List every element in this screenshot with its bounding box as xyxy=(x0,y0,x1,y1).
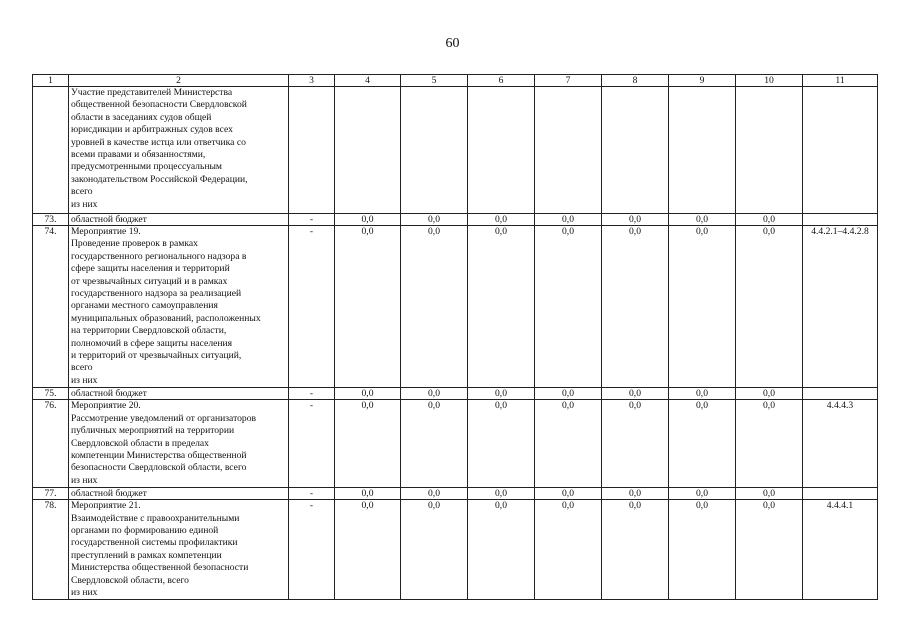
table-row xyxy=(33,388,878,400)
value-cell-col6 xyxy=(468,87,535,214)
description-line: и территорий от чрезвычайных ситуаций, xyxy=(71,350,242,362)
value-cell-col6: 0,0 xyxy=(468,388,535,400)
description-line: области в заседаниях судов общей xyxy=(71,111,212,123)
value-cell-col7: 0,0 xyxy=(535,400,602,488)
row-number: 73. xyxy=(33,214,69,226)
value-cell-col5 xyxy=(401,87,468,214)
value-cell-col10: 0,0 xyxy=(736,400,803,488)
value-cell-col7: 0,0 xyxy=(535,488,602,500)
row-description xyxy=(69,226,289,388)
value-cell-col10 xyxy=(736,87,803,214)
description-line: сфере защиты населения и территорий xyxy=(71,263,230,275)
value-cell-col5: 0,0 xyxy=(401,488,468,500)
value-cell-col5: 0,0 xyxy=(401,400,468,488)
value-cell-col9: 0,0 xyxy=(669,400,736,488)
target-indicator-cell xyxy=(803,388,878,400)
target-indicator-cell xyxy=(803,87,878,214)
column-header-3: 3 xyxy=(289,75,335,87)
column-header-6: 6 xyxy=(468,75,535,87)
value-cell-col10: 0,0 xyxy=(736,226,803,388)
description-line: Участие представителей Министерства xyxy=(71,87,233,98)
page-number: 60 xyxy=(445,36,460,51)
description-line: Мероприятие 21. xyxy=(71,500,141,512)
column-header-1: 1 xyxy=(33,75,69,87)
description-line: безопасности Свердловской области, всего xyxy=(71,462,247,474)
source-cell: - xyxy=(289,226,335,388)
value-cell-col5: 0,0 xyxy=(401,214,468,226)
description-line: Проведение проверок в рамках xyxy=(71,238,198,250)
description-line: органами местного самоуправления xyxy=(71,300,218,312)
column-header-4: 4 xyxy=(335,75,401,87)
description-line: преступлений в рамках компетенции xyxy=(71,549,222,561)
header-row xyxy=(33,75,878,87)
description-line: публичных мероприятий на территории xyxy=(71,425,235,437)
row-description xyxy=(69,87,289,214)
value-cell-col7: 0,0 xyxy=(535,226,602,388)
column-header-7: 7 xyxy=(535,75,602,87)
column-header-5: 5 xyxy=(401,75,468,87)
source-cell: - xyxy=(289,214,335,226)
value-cell-col9: 0,0 xyxy=(669,214,736,226)
description-line: от чрезвычайных ситуаций и в рамках xyxy=(71,275,228,287)
description-line: предусмотренными процессуальным xyxy=(71,161,222,173)
table-body xyxy=(33,87,878,600)
description-line: муниципальных образований, расположенных xyxy=(71,312,261,324)
row-number: 75. xyxy=(33,388,69,400)
table-row xyxy=(33,214,878,226)
table-row xyxy=(33,488,878,500)
description-line: из них xyxy=(71,586,98,598)
value-cell-col6: 0,0 xyxy=(468,214,535,226)
description-line: всеми правами и обязанностями, xyxy=(71,149,206,161)
value-cell-col9: 0,0 xyxy=(669,500,736,600)
source-cell xyxy=(289,87,335,214)
description-line: всего xyxy=(71,186,93,198)
value-cell-col4: 0,0 xyxy=(335,400,401,488)
value-cell-col10: 0,0 xyxy=(736,214,803,226)
description-line: из них xyxy=(71,198,98,210)
description-line: из них xyxy=(71,474,98,486)
row-description xyxy=(69,400,289,488)
value-cell-col7: 0,0 xyxy=(535,500,602,600)
value-cell-col6: 0,0 xyxy=(468,226,535,388)
target-indicator-cell: 4.4.2.1–4.4.2.8 xyxy=(803,226,878,388)
description-line: уровней в качестве истца или ответчика со xyxy=(71,136,246,148)
value-cell-col8: 0,0 xyxy=(602,226,669,388)
description-line: государственного надзора за реализацией xyxy=(71,288,242,300)
value-cell-col10: 0,0 xyxy=(736,500,803,600)
value-cell-col6: 0,0 xyxy=(468,488,535,500)
value-cell-col9: 0,0 xyxy=(669,488,736,500)
row-description xyxy=(69,488,289,500)
value-cell-col8: 0,0 xyxy=(602,400,669,488)
value-cell-col8 xyxy=(602,87,669,214)
value-cell-col8: 0,0 xyxy=(602,500,669,600)
description-line: полномочий в сфере защиты населения xyxy=(71,337,233,349)
column-header-10: 10 xyxy=(736,75,803,87)
description-line: областной бюджет xyxy=(71,488,147,500)
value-cell-col4: 0,0 xyxy=(335,488,401,500)
source-cell: - xyxy=(289,500,335,600)
column-header-11: 11 xyxy=(803,75,878,87)
description-line: из них xyxy=(71,374,98,386)
target-indicator-cell xyxy=(803,488,878,500)
description-line: государственной системы профилактики xyxy=(71,537,238,549)
description-line: компетенции Министерства общественной xyxy=(71,449,247,461)
description-line: Министерства общественной безопасности xyxy=(71,562,249,574)
value-cell-col7 xyxy=(535,87,602,214)
value-cell-col5: 0,0 xyxy=(401,500,468,600)
target-indicator-cell xyxy=(803,214,878,226)
value-cell-col9 xyxy=(669,87,736,214)
row-description xyxy=(69,388,289,400)
description-line: общественной безопасности Свердловской xyxy=(71,99,247,111)
value-cell-col8: 0,0 xyxy=(602,214,669,226)
description-line: Свердловской области, всего xyxy=(71,574,189,586)
value-cell-col8: 0,0 xyxy=(602,388,669,400)
value-cell-col5: 0,0 xyxy=(401,226,468,388)
row-number: 77. xyxy=(33,488,69,500)
source-cell: - xyxy=(289,388,335,400)
row-number: 78. xyxy=(33,500,69,600)
value-cell-col6: 0,0 xyxy=(468,500,535,600)
description-line: законодательством Российской Федерации, xyxy=(71,173,248,185)
value-cell-col4: 0,0 xyxy=(335,214,401,226)
row-description xyxy=(69,500,289,600)
description-line: государственного регионального надзора в xyxy=(71,250,247,262)
column-header-8: 8 xyxy=(602,75,669,87)
value-cell-col8: 0,0 xyxy=(602,488,669,500)
value-cell-col6: 0,0 xyxy=(468,400,535,488)
column-header-9: 9 xyxy=(669,75,736,87)
target-indicator-cell: 4.4.4.3 xyxy=(803,400,878,488)
value-cell-col4: 0,0 xyxy=(335,226,401,388)
value-cell-col5: 0,0 xyxy=(401,388,468,400)
description-line: Свердловской области в пределах xyxy=(71,437,209,449)
row-description xyxy=(69,214,289,226)
description-line: на территории Свердловской области, xyxy=(71,325,227,337)
value-cell-col9: 0,0 xyxy=(669,226,736,388)
value-cell-col4: 0,0 xyxy=(335,388,401,400)
row-number: 76. xyxy=(33,400,69,488)
value-cell-col10: 0,0 xyxy=(736,388,803,400)
row-number: 74. xyxy=(33,226,69,388)
source-cell: - xyxy=(289,488,335,500)
source-cell: - xyxy=(289,400,335,488)
description-line: Мероприятие 19. xyxy=(71,226,141,237)
value-cell-col7: 0,0 xyxy=(535,388,602,400)
value-cell-col4 xyxy=(335,87,401,214)
table-row xyxy=(33,500,878,600)
description-line: областной бюджет xyxy=(71,388,147,400)
description-line: юрисдикции и арбитражных судов всех xyxy=(71,124,233,136)
description-line: Мероприятие 20. xyxy=(71,400,141,412)
column-header-2: 2 xyxy=(69,75,289,87)
table-row xyxy=(33,87,878,214)
description-line: Рассмотрение уведомлений от организаторов xyxy=(71,412,257,424)
description-line: органами по формированию единой xyxy=(71,524,219,536)
row-number xyxy=(33,87,69,214)
value-cell-col9: 0,0 xyxy=(669,388,736,400)
value-cell-col7: 0,0 xyxy=(535,214,602,226)
description-line: областной бюджет xyxy=(71,214,147,225)
description-line: всего xyxy=(71,362,93,374)
target-indicator-cell: 4.4.4.1 xyxy=(803,500,878,600)
budget-table xyxy=(32,74,878,600)
table-row xyxy=(33,226,878,388)
table-row xyxy=(33,400,878,488)
value-cell-col4: 0,0 xyxy=(335,500,401,600)
value-cell-col10: 0,0 xyxy=(736,488,803,500)
description-line: Взаимодействие с правоохранительными xyxy=(71,512,240,524)
